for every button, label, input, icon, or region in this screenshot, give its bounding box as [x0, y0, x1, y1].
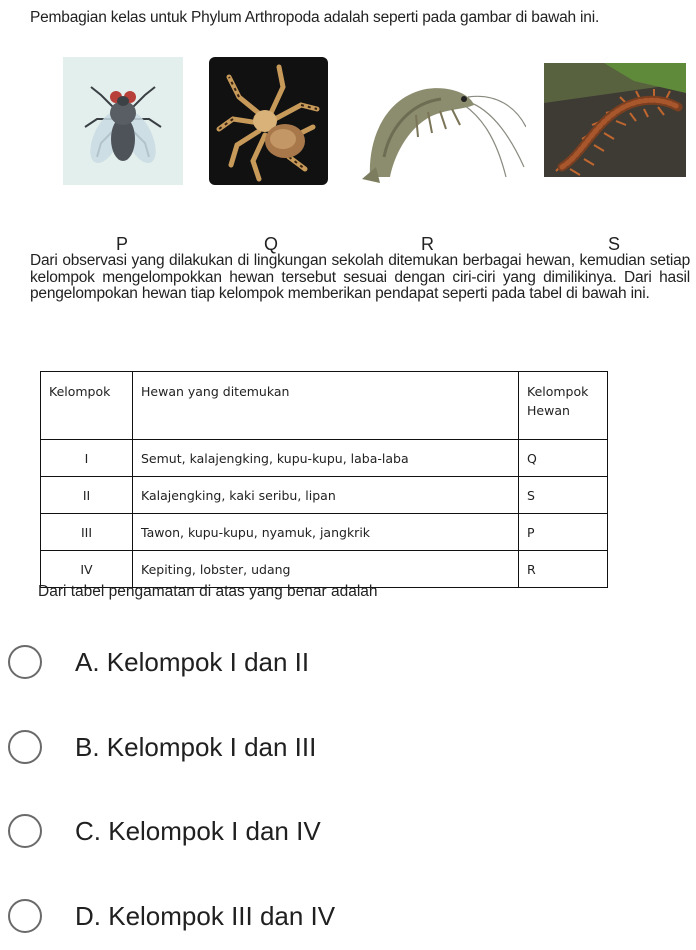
option-label: C. Kelompok I dan IV	[75, 815, 321, 846]
header-kelompok: Kelompok	[41, 372, 133, 440]
cell-animals: Kepiting, lobster, udang	[133, 551, 519, 588]
option-label: D. Kelompok III dan IV	[75, 900, 336, 931]
cell-group: I	[41, 440, 133, 477]
cell-group: III	[41, 514, 133, 551]
cell-group: II	[41, 477, 133, 514]
observation-paragraph: Dari observasi yang dilakukan di lingkungan sekolah ditemukan berbagai hewan, kemudian setiap kelompok mengelompokkan hewan tersebut sesuai dengan ciri-ciri yang dimilikinya. Dari hasil pengelompokan hewan tiap kelompok memberikan pendapat seperti pada tabel di bawah ini.	[30, 252, 690, 302]
question-text: Dari tabel pengamatan di atas yang benar adalah	[38, 583, 378, 600]
option-c[interactable]	[8, 811, 321, 851]
image-label-q: Q	[264, 234, 279, 254]
centipede-image	[544, 63, 686, 177]
radio-button[interactable]	[8, 730, 42, 764]
cell-animals: Tawon, kupu-kupu, nyamuk, jangkrik	[133, 514, 519, 551]
cell-animals: Kalajengking, kaki seribu, lipan	[133, 477, 519, 514]
header-kelompok-hewan: Kelompok Hewan	[519, 372, 608, 440]
image-label-r: R	[421, 234, 434, 254]
cell-group: IV	[41, 551, 133, 588]
option-label: A. Kelompok I dan II	[75, 646, 310, 677]
image-label-p: P	[116, 234, 129, 254]
cell-class: R	[519, 551, 608, 588]
header-hewan: Hewan yang ditemukan	[133, 372, 519, 440]
shrimp-image	[356, 57, 526, 185]
table-row	[41, 440, 608, 477]
cell-class: P	[519, 514, 608, 551]
image-label-s: S	[608, 234, 621, 254]
radio-button[interactable]	[8, 899, 42, 933]
option-b[interactable]	[8, 727, 316, 767]
table-row	[41, 551, 608, 588]
tarantula-image	[209, 57, 328, 185]
cell-animals: Semut, kalajengking, kupu-kupu, laba-laba	[133, 440, 519, 477]
intro-text: Pembagian kelas untuk Phylum Arthropoda adalah seperti pada gambar di bawah ini.	[30, 9, 600, 26]
cell-class: Q	[519, 440, 608, 477]
fly-image	[63, 57, 183, 185]
table-header-row	[41, 372, 608, 440]
option-d[interactable]	[8, 896, 335, 936]
observation-table	[40, 371, 608, 588]
radio-button[interactable]	[8, 645, 42, 679]
table-row	[41, 514, 608, 551]
option-label: B. Kelompok I dan III	[75, 731, 317, 762]
table-row	[41, 477, 608, 514]
radio-button[interactable]	[8, 814, 42, 848]
option-a[interactable]	[8, 642, 309, 682]
cell-class: S	[519, 477, 608, 514]
